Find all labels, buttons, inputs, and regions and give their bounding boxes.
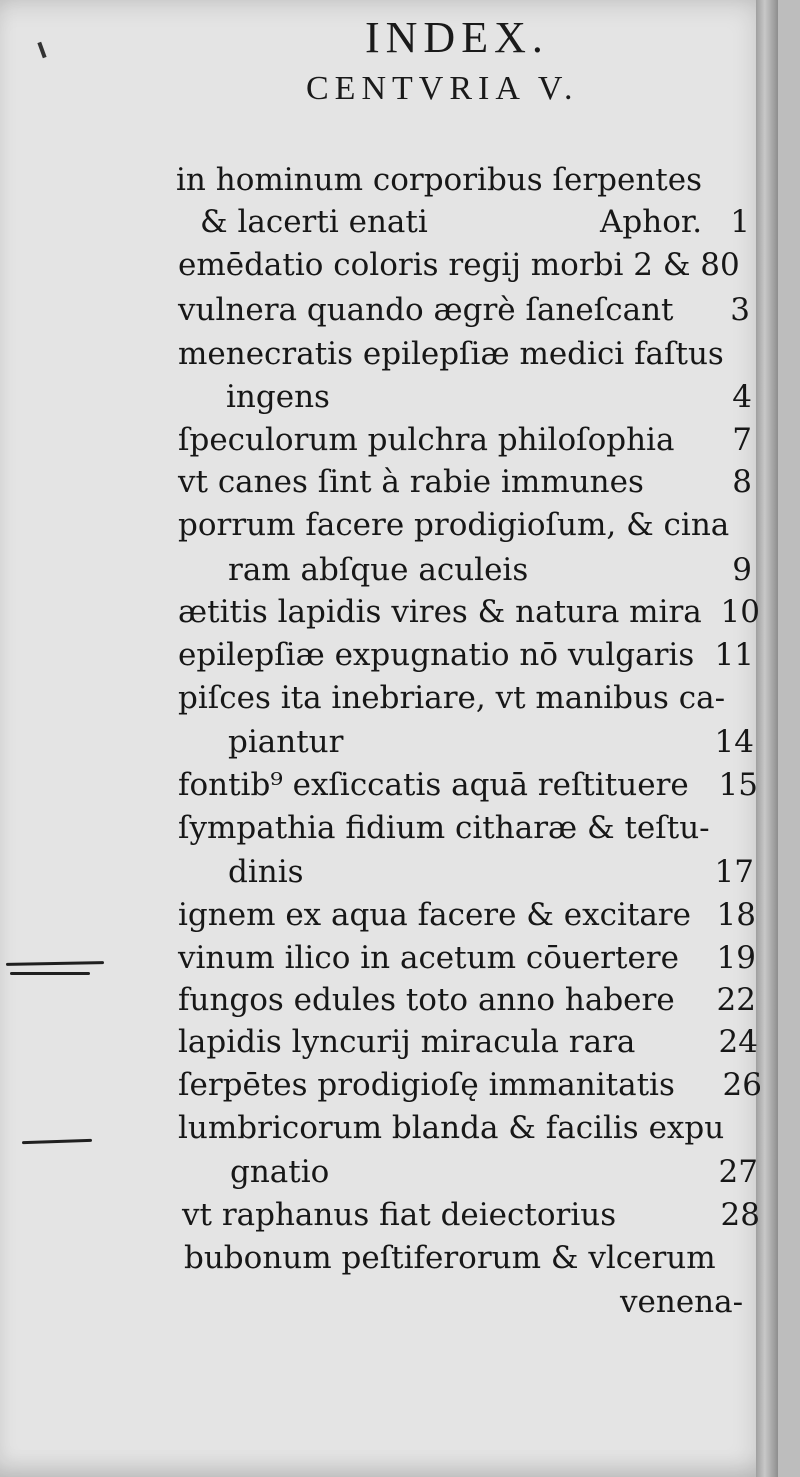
entry-page-number: 19 — [716, 940, 756, 976]
index-entry — [228, 722, 754, 762]
entry-aphor-label: Aphor. — [600, 204, 703, 240]
entry-page-number: 14 — [714, 724, 754, 760]
entry-text: venena- — [620, 1284, 744, 1320]
entry-page-number: 24 — [718, 1024, 758, 1060]
entry-text: ingens — [226, 379, 330, 415]
entry-text: & lacerti enati — [200, 204, 428, 240]
entry-text: ætitis lapidis vires & natura mira — [178, 594, 702, 630]
index-entry — [178, 895, 756, 935]
entry-text: in hominum corporibus ſerpentes — [176, 162, 703, 198]
entry-page-number: 1 — [730, 204, 750, 240]
index-entry — [178, 462, 752, 502]
entry-text: porrum facere prodigioſum, & cina — [178, 507, 730, 543]
index-entry — [178, 808, 760, 848]
index-entry — [178, 592, 760, 632]
index-entry — [178, 678, 762, 718]
entry-page-number: 11 — [714, 637, 754, 673]
entry-text: epilepſiæ expugnatio nō vulgaris — [178, 637, 695, 673]
entry-text: ſerpētes prodigioſę immanitatis — [178, 1067, 675, 1103]
entry-text: piantur — [228, 724, 344, 760]
index-entry-catchword — [620, 1282, 770, 1322]
entry-text: ſpeculorum pulchra philoſophia — [178, 422, 675, 458]
index-entry — [178, 1065, 762, 1105]
entry-page-number: 7 — [732, 422, 752, 458]
entry-text: emēdatio coloris regij morbi 2 & 80 — [178, 247, 740, 283]
entry-page-number: 27 — [718, 1154, 758, 1190]
entry-text: vulnera quando ægrè ſaneſcant — [178, 292, 674, 328]
index-entry — [200, 202, 750, 242]
entry-text: dinis — [228, 854, 304, 890]
index-heading: INDEX. — [365, 13, 549, 62]
entry-text: lapidis lyncurij miracula rara — [178, 1024, 636, 1060]
entry-text: lumbricorum blanda & facilis expu — [178, 1110, 725, 1146]
entry-text: menecratis epilepſiæ medici faſtus — [178, 336, 724, 372]
entry-text: ram abſque aculeis — [228, 552, 529, 588]
index-entry — [226, 377, 752, 417]
entry-text: fontib⁹ exſiccatis aquā reſtituere — [178, 767, 689, 803]
index-entry — [178, 938, 756, 978]
index-entry — [178, 980, 756, 1020]
index-entry — [178, 635, 754, 675]
entry-text: vt raphanus fiat deiectorius — [182, 1197, 617, 1233]
index-entry — [178, 245, 753, 285]
index-entry — [228, 550, 752, 590]
entry-page-number: 17 — [714, 854, 754, 890]
index-entry — [178, 505, 758, 545]
entry-page-number: 26 — [722, 1067, 762, 1103]
entry-page-number: 22 — [716, 982, 756, 1018]
index-entry — [184, 1238, 764, 1278]
entry-page-number: 3 — [730, 292, 750, 328]
index-entry — [182, 1195, 760, 1235]
index-entry — [178, 334, 758, 374]
centuria-subheading: CENTVRIA V. — [306, 70, 579, 107]
entry-page-number: 8 — [732, 464, 752, 500]
index-entry — [178, 420, 752, 460]
index-entry — [230, 1152, 758, 1192]
entry-page-number: 18 — [716, 897, 756, 933]
index-entry — [228, 852, 754, 892]
entry-text: gnatio — [230, 1154, 330, 1190]
entry-text: vt canes ſint à rabie immunes — [178, 464, 644, 500]
entry-text: bubonum peſtiferorum & vlcerum — [184, 1240, 716, 1276]
index-entry — [178, 765, 758, 805]
entry-page-number: 9 — [732, 552, 752, 588]
index-entry — [178, 290, 750, 330]
entry-text: ignem ex aqua facere & excitare — [178, 897, 691, 933]
index-entry — [176, 160, 756, 200]
entry-page-number: 4 — [732, 379, 752, 415]
index-entry — [178, 1108, 762, 1148]
entry-text: ſympathia fidium citharæ & teſtu- — [178, 810, 710, 846]
entry-text: piſces ita inebriare, vt manibus ca- — [178, 680, 726, 716]
entry-text: vinum ilico in acetum cōuertere — [178, 940, 679, 976]
entry-page-number: 10 — [720, 594, 760, 630]
entry-text: fungos edules toto anno habere — [178, 982, 675, 1018]
entry-page-number: 28 — [720, 1197, 760, 1233]
index-entry — [178, 1022, 758, 1062]
entry-page-number: 15 — [718, 767, 758, 803]
